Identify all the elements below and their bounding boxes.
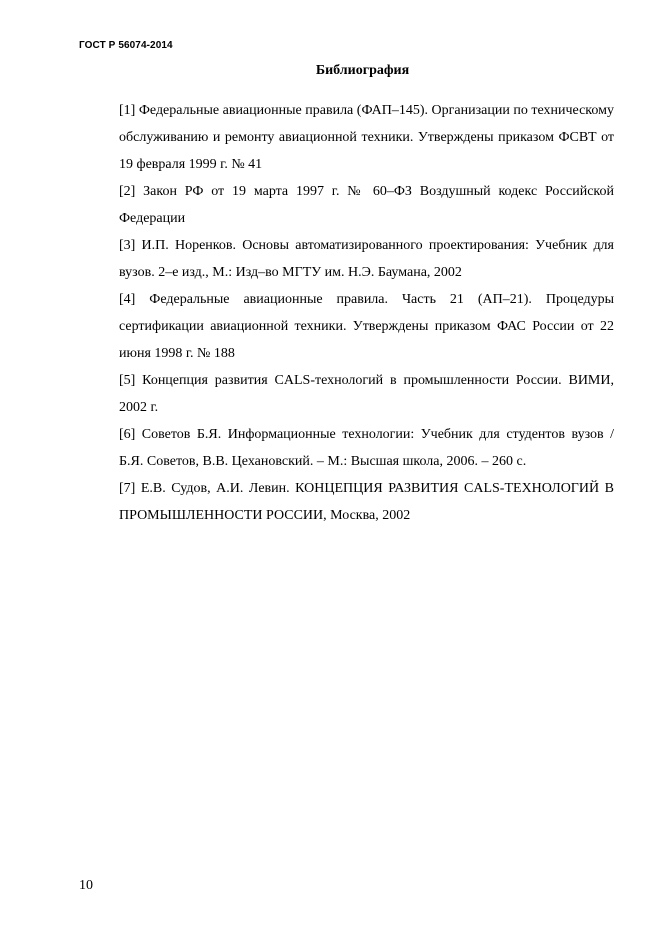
bibliography-list bbox=[119, 97, 614, 529]
bibliography-entry-7: [7] Е.В. Судов, А.И. Левин. КОНЦЕПЦИЯ РАЗВИТИЯ CALS-ТЕХНОЛОГИЙ В ПРОМЫШЛЕННОСТИ РОССИИ, Москва, 2002 bbox=[119, 481, 614, 523]
page-title: Библиография bbox=[315, 63, 410, 78]
bibliography-entry-2: [2] Закон РФ от 19 марта 1997 г. № 60–ФЗ Воздушный кодекс Российской Федерации bbox=[119, 184, 614, 226]
bibliography-entry-1: [1] Федеральные авиационные правила (ФАП–145). Организации по техническому обслуживанию и ремонту авиационной техники. Утверждены приказом ФСВТ от 19 февраля 1999 г. № 41 bbox=[119, 103, 614, 172]
page-number: 10 bbox=[79, 878, 93, 893]
document-code: ГОСТ Р 56074-2014 bbox=[79, 40, 173, 51]
bibliography-entry-5: [5] Концепция развития CALS-технологий в промышленности России. ВИМИ, 2002 г. bbox=[119, 373, 614, 415]
bibliography-entry-6: [6] Советов Б.Я. Информационные технологии: Учебник для студентов вузов / Б.Я. Советов, В.В. Цехановский. – М.: Высшая школа, 2006. – 260 с. bbox=[119, 427, 614, 469]
bibliography-entry-3: [3] И.П. Норенков. Основы автоматизированного проектирования: Учебник для вузов. 2–е изд., М.: Изд–во МГТУ им. Н.Э. Баумана, 2002 bbox=[119, 238, 614, 280]
bibliography-entry-4: [4] Федеральные авиационные правила. Часть 21 (АП–21). Процедуры сертификации авиационной техники. Утверждены приказом ФАС России от 22 июня 1998 г. № 188 bbox=[119, 292, 614, 361]
